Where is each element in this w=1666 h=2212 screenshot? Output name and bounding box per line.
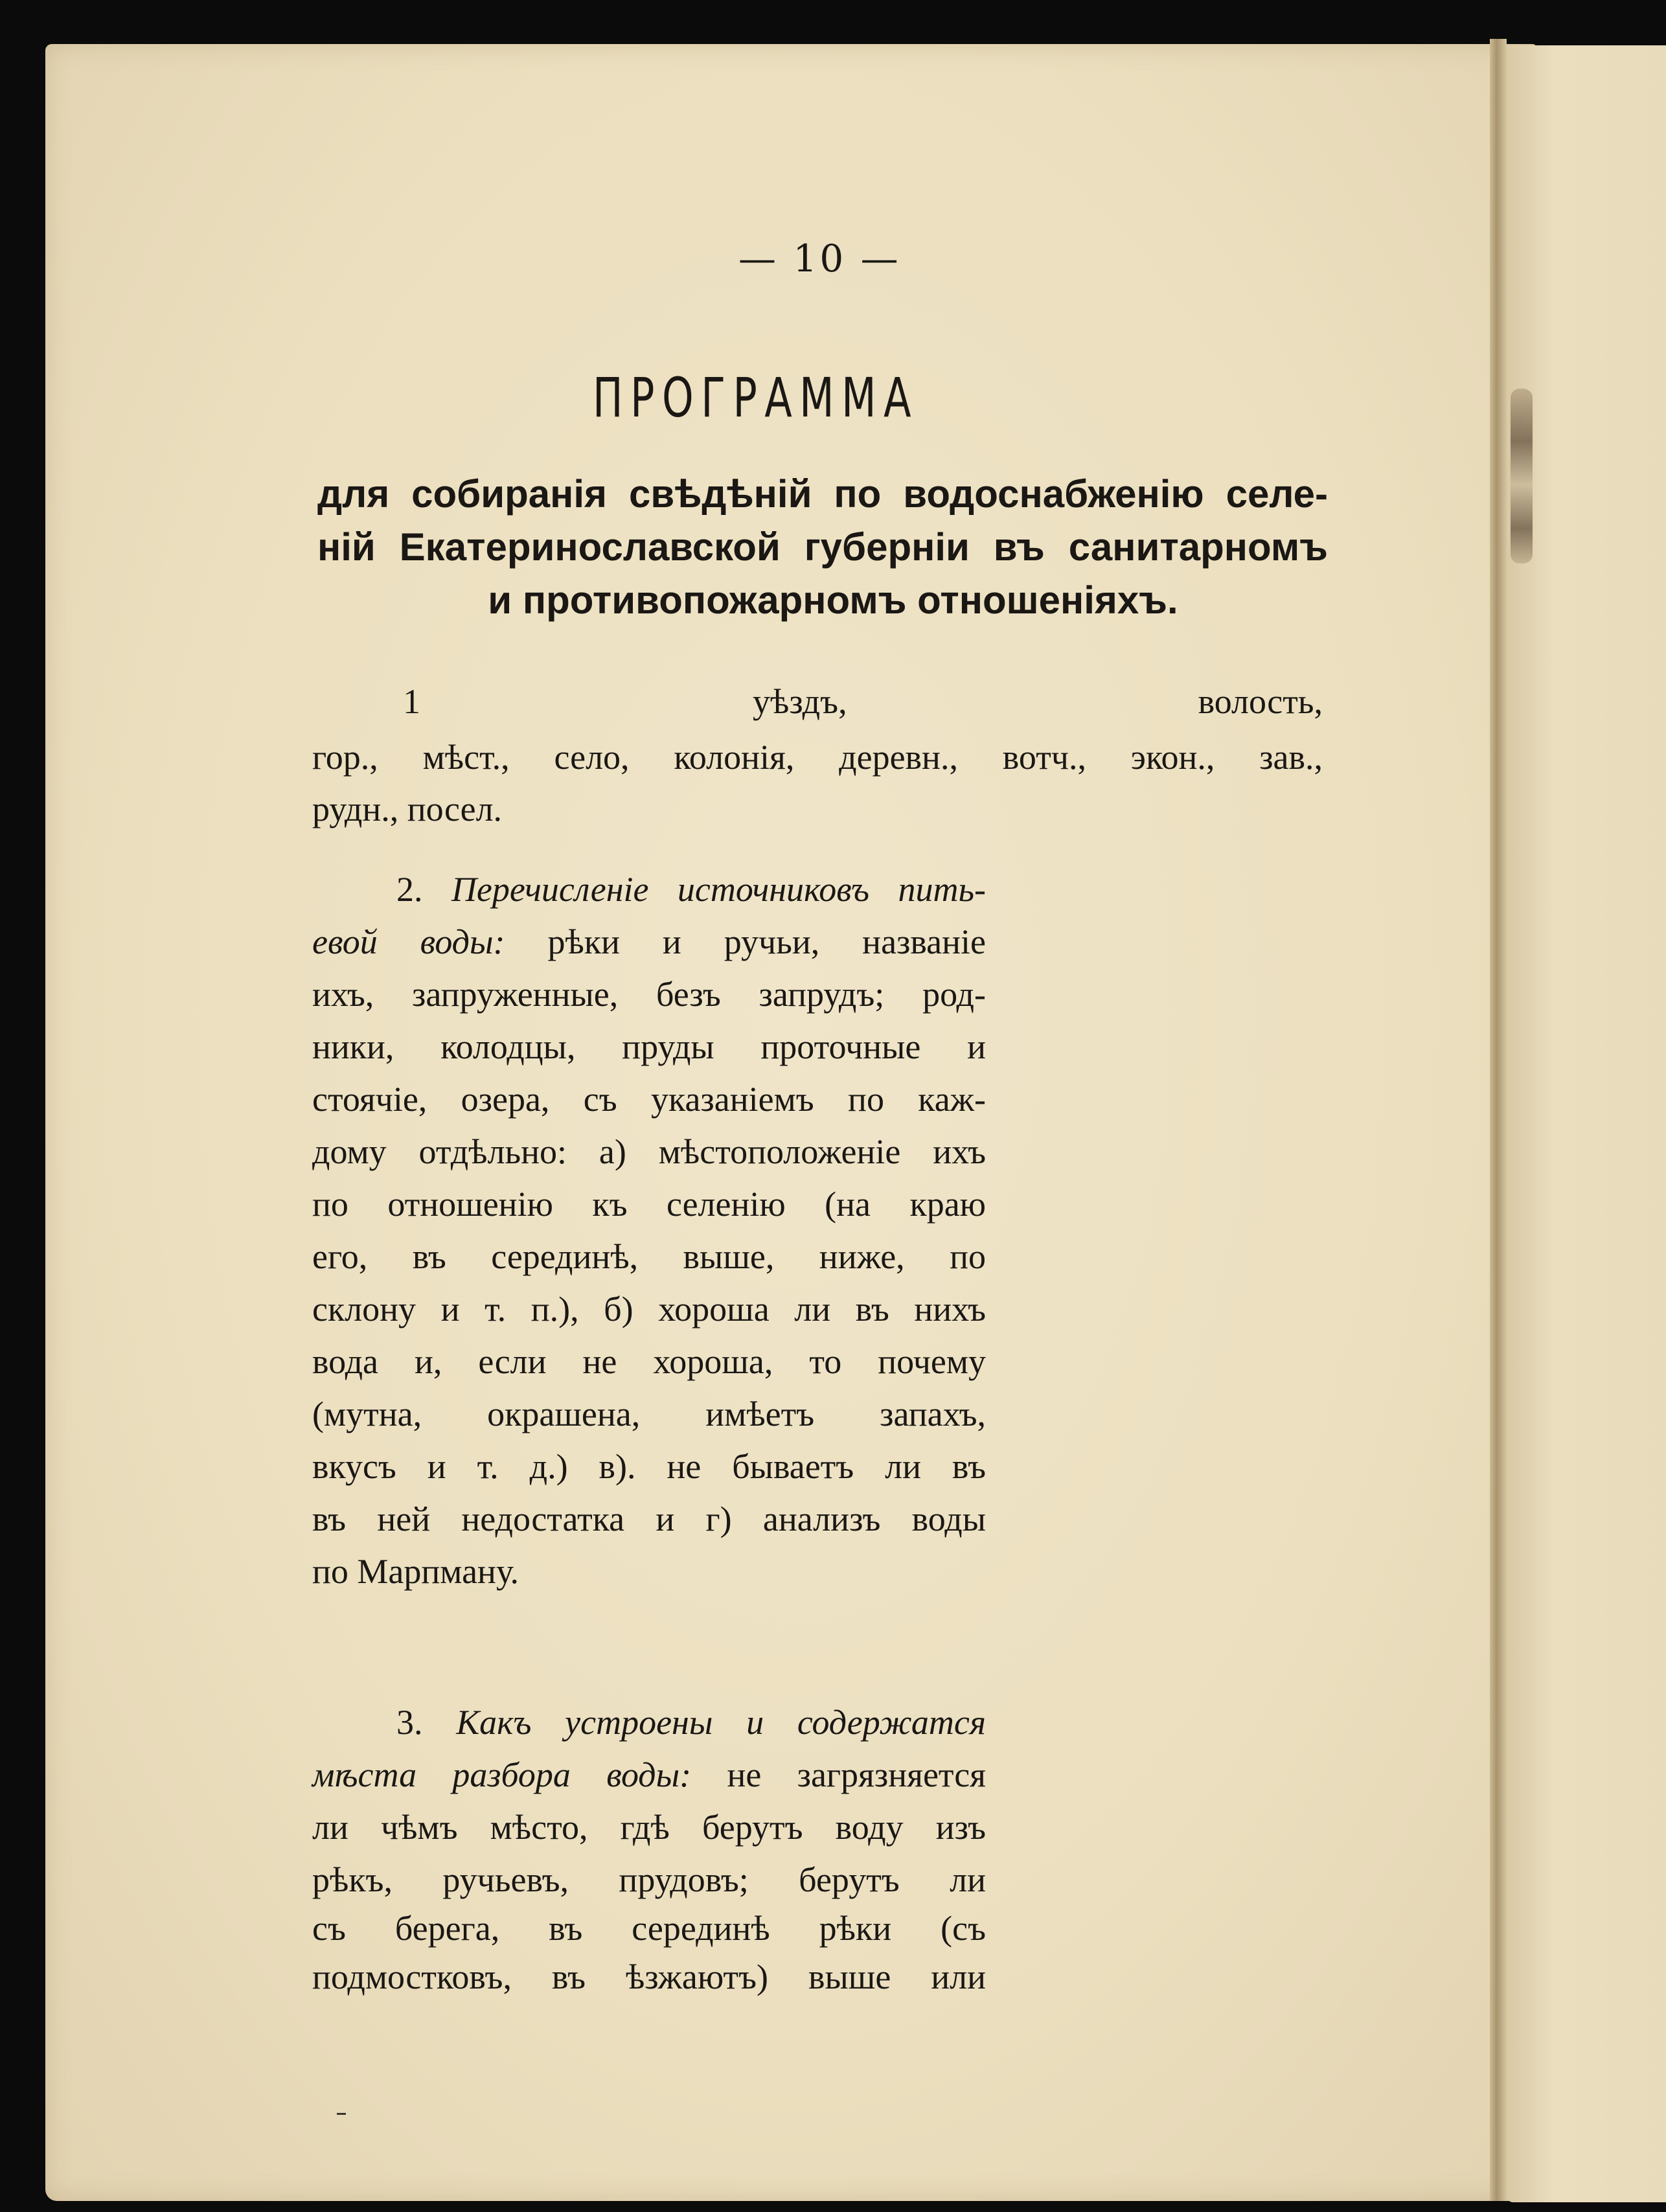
section3-line-5: подмостковъ, въ ѣзжаютъ) выше или bbox=[312, 1957, 986, 1996]
section2-line-11: вкусъ и т. д.) в). не бываетъ ли въ bbox=[312, 1447, 986, 1486]
section2-line-13: по Марпману. bbox=[312, 1552, 519, 1591]
section2-line-5: дому отдѣльно: а) мѣстоположеніе ихъ bbox=[312, 1132, 986, 1171]
section1-volost: волость, bbox=[1198, 682, 1323, 721]
section2-number: 2. bbox=[396, 870, 423, 909]
subtitle-line-3: и противопожарномъ отношеніяхъ. bbox=[488, 578, 1178, 622]
section1-line3: рудн., посел. bbox=[312, 790, 503, 828]
subtitle-line-2: ній Екатеринославской губерніи въ санитарномъ bbox=[317, 525, 1328, 569]
section2-heading-part1: Перечисленіе источниковъ пить- bbox=[451, 870, 987, 909]
section3-heading-part2: мѣста разбора воды: bbox=[312, 1755, 692, 1794]
section2-heading-line bbox=[312, 869, 986, 909]
section2-line-1-text: рѣки и ручьи, названіе bbox=[547, 922, 986, 961]
section2-line-3: ники, колодцы, пруды проточные и bbox=[312, 1027, 986, 1066]
section2-line-4: стоячіе, озера, съ указаніемъ по каж- bbox=[312, 1080, 986, 1119]
subtitle-line-1: для собиранія свѣдѣній по водоснабженію селе- bbox=[317, 472, 1328, 516]
section2-line-9: вода и, если не хороша, то почему bbox=[312, 1342, 986, 1381]
page-title: ПРОГРАММА bbox=[593, 366, 919, 429]
section3-line-1-text: не загрязняется bbox=[727, 1755, 986, 1794]
section3-number: 3. bbox=[396, 1703, 423, 1742]
section2-line-1 bbox=[312, 922, 986, 962]
section3-line-3: рѣкъ, ручьевъ, прудовъ; берутъ ли bbox=[312, 1860, 986, 1899]
section2-line-8: склону и т. п.), б) хороша ли въ нихъ bbox=[312, 1290, 986, 1328]
section2-heading-part2: евой воды: bbox=[312, 922, 505, 961]
section1-uezd: уѣздъ, bbox=[753, 682, 847, 721]
section3-heading-part1: Какъ устроены и содержатся bbox=[456, 1703, 986, 1742]
section3-line-1 bbox=[312, 1755, 986, 1795]
binding-thread bbox=[1511, 389, 1533, 564]
section2-line-10: (мутна, окрашена, имѣетъ запахъ, bbox=[312, 1395, 986, 1433]
section3-heading-line bbox=[312, 1702, 986, 1742]
page-number: — 10 — bbox=[738, 236, 901, 280]
section2-line-7: его, въ серединѣ, выше, ниже, по bbox=[312, 1237, 986, 1276]
section3-line-4: съ берега, въ серединѣ рѣки (съ bbox=[312, 1909, 986, 1948]
section2-line-6: по отношенію къ селенію (на краю bbox=[312, 1185, 986, 1224]
facing-page-edge bbox=[1507, 45, 1666, 2202]
section3-line-2: ли чѣмъ мѣсто, гдѣ берутъ воду изъ bbox=[312, 1808, 986, 1847]
section2-line-12: въ ней недостатка и г) анализъ воды bbox=[312, 1499, 986, 1538]
section2-line-2: ихъ, запруженные, безъ запрудъ; род- bbox=[312, 975, 986, 1014]
stray-mark bbox=[337, 2113, 346, 2115]
section1-number: 1 bbox=[403, 682, 420, 721]
section1-line2: гор., мѣст., село, колонія, деревн., вотч., экон., зав., bbox=[312, 738, 1323, 777]
book-spine bbox=[1490, 39, 1507, 2201]
